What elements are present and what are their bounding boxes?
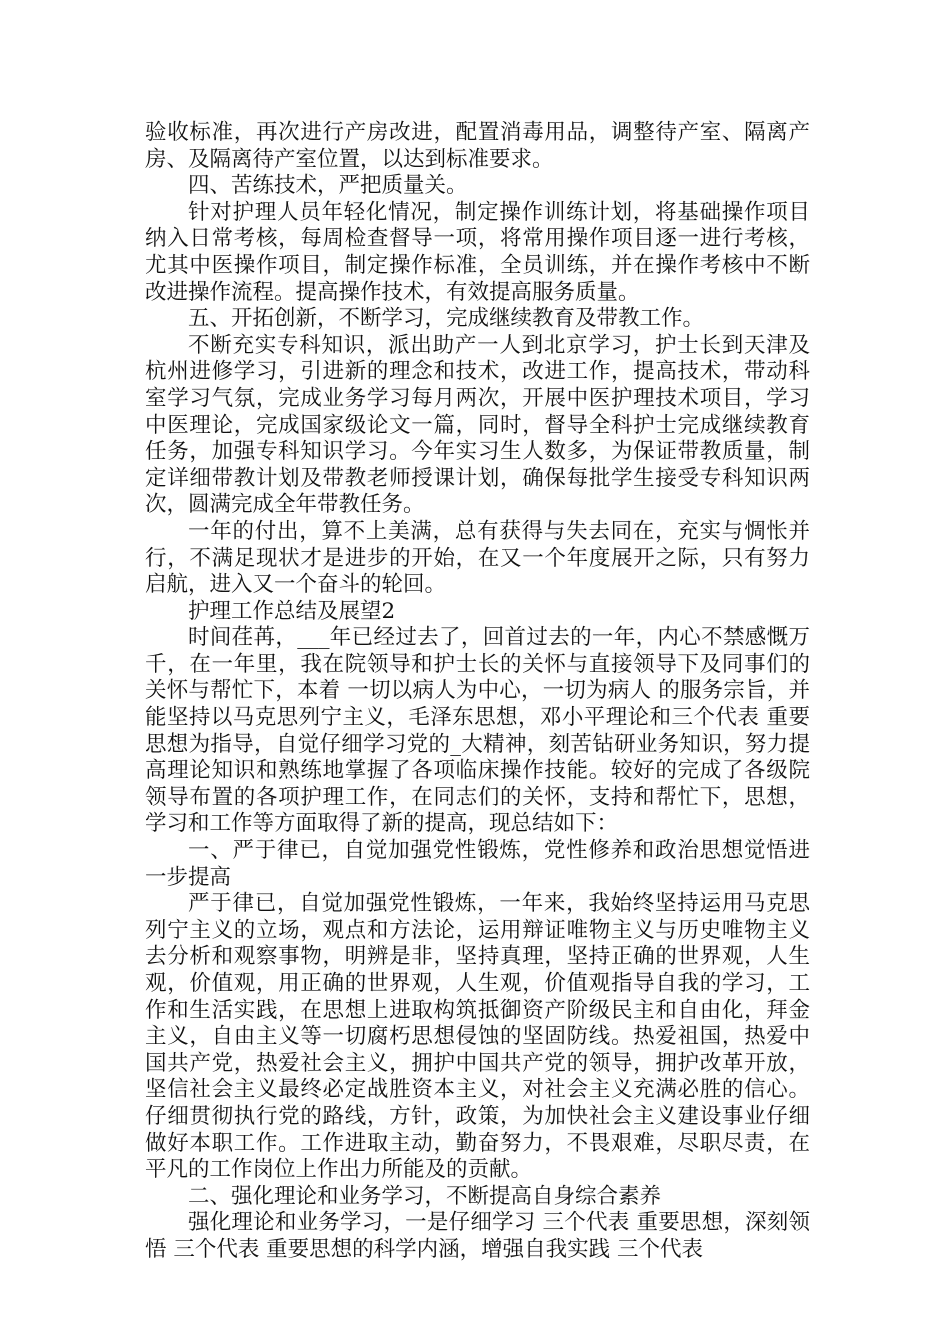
- section-heading: 五、开拓创新，不断学习，完成继续教育及带教工作。: [188, 306, 705, 332]
- paragraph: 严于律已，自觉加强党性锻炼，一年来，我始终坚持运用马克思列宁主义的立场，观点和方法论，运用辩证唯物主义与历史唯物主义去分析和观察事物，明辨是非，坚持真理，坚持正确的世界观，人生观，价值观，用正确的世界观，人生观，价值观指导自我的学习，工作和生活实践，在思想上进取构筑抵御资产阶级民主和自由化，拜金主义，自由主义等一切腐朽思想侵蚀的坚固防线。热爱祖国，热爱中国共产党，热爱社会主义，拥护中国共产党的领导，拥护改革开放，坚信社会主义最终必定战胜资本主义，对社会主义充满必胜的信心。仔细贯彻执行党的路线，方针，政策，为加快社会主义建设事业仔细做好本职工作。工作进取主动，勤奋努力，不畏艰难，尽职尽责，在平凡的工作岗位上作出力所能及的贡献。: [145, 891, 810, 1183]
- section-heading: 二、强化理论和业务学习，不断提高自身综合素养: [188, 1183, 662, 1209]
- paragraph: 强化理论和业务学习，一是仔细学习 三个代表 重要思想，深刻领悟 三个代表 重要思想的科学内涵，增强自我实践 三个代表: [145, 1210, 810, 1262]
- section-heading: 四、苦练技术，严把质量关。: [188, 173, 468, 199]
- paragraph: 不断充实专科知识，派出助产一人到北京学习，护士长到天津及杭州进修学习，引进新的理念和技术，改进工作，提高技术，带动科室学习气氛，完成业务学习每月两次，开展中医护理技术项目，学习中医理论，完成国家级论文一篇，同时，督导全科护士完成继续教育任务，加强专科知识学习。今年实习生人数多，为保证带教质量，制定详细带教计划及带教老师授课计划，确保每批学生接受专科知识两次，圆满完成全年带教任务。: [145, 332, 810, 518]
- paragraph: 时间荏苒，___年已经过去了，回首过去的一年，内心不禁感慨万千，在一年里，我在院领导和护士长的关怀与直接领导下及同事们的关怀与帮忙下，本着 一切以病人为中心，一切为病人 的服务宗旨，并能坚持以马克思列宁主义，毛泽东思想，邓小平理论和三个代表 重要思想为指导，自觉仔细学习党的_大精神，刻苦钻研业务知识，努力提高理论知识和熟练地掌握了各项临床操作技能。较好的完成了各级院领导布置的各项护理工作，在同志们的关怀，支持和帮忙下，思想，学习和工作等方面取得了新的提高，现总结如下：: [145, 625, 810, 837]
- paragraph-continued: 验收标准，再次进行产房改进，配置消毒用品，调整待产室、隔离产房、及隔离待产室位置，以达到标准要求。: [145, 120, 810, 172]
- document-page: [145, 120, 810, 1264]
- section-heading: 一、严于律已，自觉加强党性锻炼，党性修养和政治思想觉悟进一步提高: [145, 838, 810, 890]
- article-title: 护理工作总结及展望2: [188, 598, 396, 624]
- paragraph: 一年的付出，算不上美满，总有获得与失去同在，充实与惆怅并行，不满足现状才是进步的开始，在又一个年度展开之际，只有努力启航，进入又一个奋斗的轮回。: [145, 518, 810, 598]
- paragraph: 针对护理人员年轻化情况，制定操作训练计划，将基础操作项目纳入日常考核，每周检查督导一项，将常用操作项目逐一进行考核，尤其中医操作项目，制定操作标准，全员训练，并在操作考核中不断改进操作流程。提高操作技术，有效提高服务质量。: [145, 199, 810, 305]
